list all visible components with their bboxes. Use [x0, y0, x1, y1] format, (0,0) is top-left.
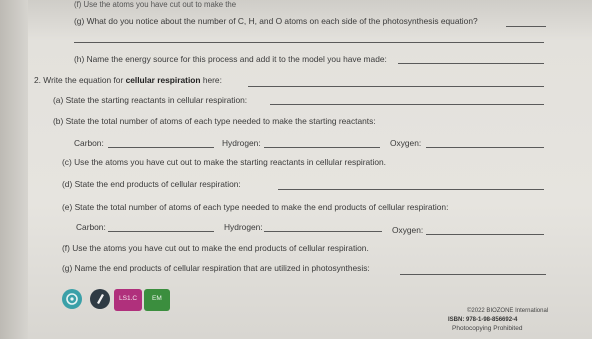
- answer-carbon-1[interactable]: [108, 147, 214, 148]
- answer-oxygen-1[interactable]: [426, 147, 544, 148]
- answer-line-h[interactable]: [398, 63, 544, 64]
- footer-photocopy: Photocopying Prohibited: [452, 325, 523, 332]
- answer-line-2[interactable]: [248, 86, 544, 87]
- label-oxygen-2: Oxygen:: [392, 225, 424, 235]
- badge-ls1c-label: LS1.C: [119, 295, 138, 302]
- label-carbon-1: Carbon:: [74, 138, 104, 148]
- label-hydrogen-1: Hydrogen:: [222, 138, 261, 148]
- footer-copyright: ©2022 BIOZONE International: [467, 308, 549, 314]
- standard-badge-ls1c: [114, 289, 142, 311]
- footer-isbn: ISBN: 978-1-98-856692-4: [448, 317, 518, 323]
- question-e: (e) State the total number of atoms of each type needed to make the end products of cellular respiration:: [62, 202, 449, 212]
- badge-em-label: EM: [152, 295, 162, 302]
- question-c: (c) Use the atoms you have cut out to make the starting reactants in cellular respiration.: [62, 157, 386, 167]
- answer-line-d[interactable]: [278, 189, 544, 190]
- answer-line-g1[interactable]: [506, 26, 546, 27]
- answer-line-g-respiration[interactable]: [400, 274, 546, 275]
- question-f: (f) Use the atoms you have cut out to make the end products of cellular respiration.: [62, 243, 369, 253]
- label-oxygen-1: Oxygen:: [390, 138, 422, 148]
- question-h: (h) Name the energy source for this process and add it to the model you have made:: [74, 54, 387, 64]
- question-a: (a) State the starting reactants in cellular respiration:: [53, 95, 248, 105]
- question-2-bold: cellular respiration: [125, 75, 201, 85]
- question-g: (g) What do you notice about the number of C, H, and O atoms on each side of the photosynthesis equation?: [74, 16, 478, 26]
- answer-hydrogen-1[interactable]: [264, 147, 380, 148]
- answer-line-a[interactable]: [270, 104, 544, 105]
- question-2-prefix: 2. Write the equation for: [34, 75, 124, 85]
- answer-carbon-2[interactable]: [108, 231, 214, 232]
- answer-line-g2[interactable]: [74, 42, 544, 43]
- question-2: [34, 76, 222, 84]
- answer-oxygen-2[interactable]: [426, 234, 544, 235]
- question-b: (b) State the total number of atoms of each type needed to make the starting reactants:: [53, 116, 376, 126]
- pencil-activity-icon: [90, 289, 110, 309]
- question-f-top: (f) Use the atoms you have cut out to make the: [74, 0, 237, 9]
- binding-shadow: [0, 0, 28, 339]
- biology-topic-icon: [62, 289, 82, 309]
- standard-badge-em: [144, 289, 170, 311]
- label-carbon-2: Carbon:: [76, 222, 106, 232]
- question-2-suffix: here:: [202, 75, 222, 85]
- question-g-respiration: (g) Name the end products of cellular respiration that are utilized in photosynthesis:: [62, 263, 370, 273]
- question-d: (d) State the end products of cellular respiration:: [62, 179, 241, 189]
- answer-hydrogen-2[interactable]: [264, 231, 382, 232]
- label-hydrogen-2: Hydrogen:: [224, 222, 263, 232]
